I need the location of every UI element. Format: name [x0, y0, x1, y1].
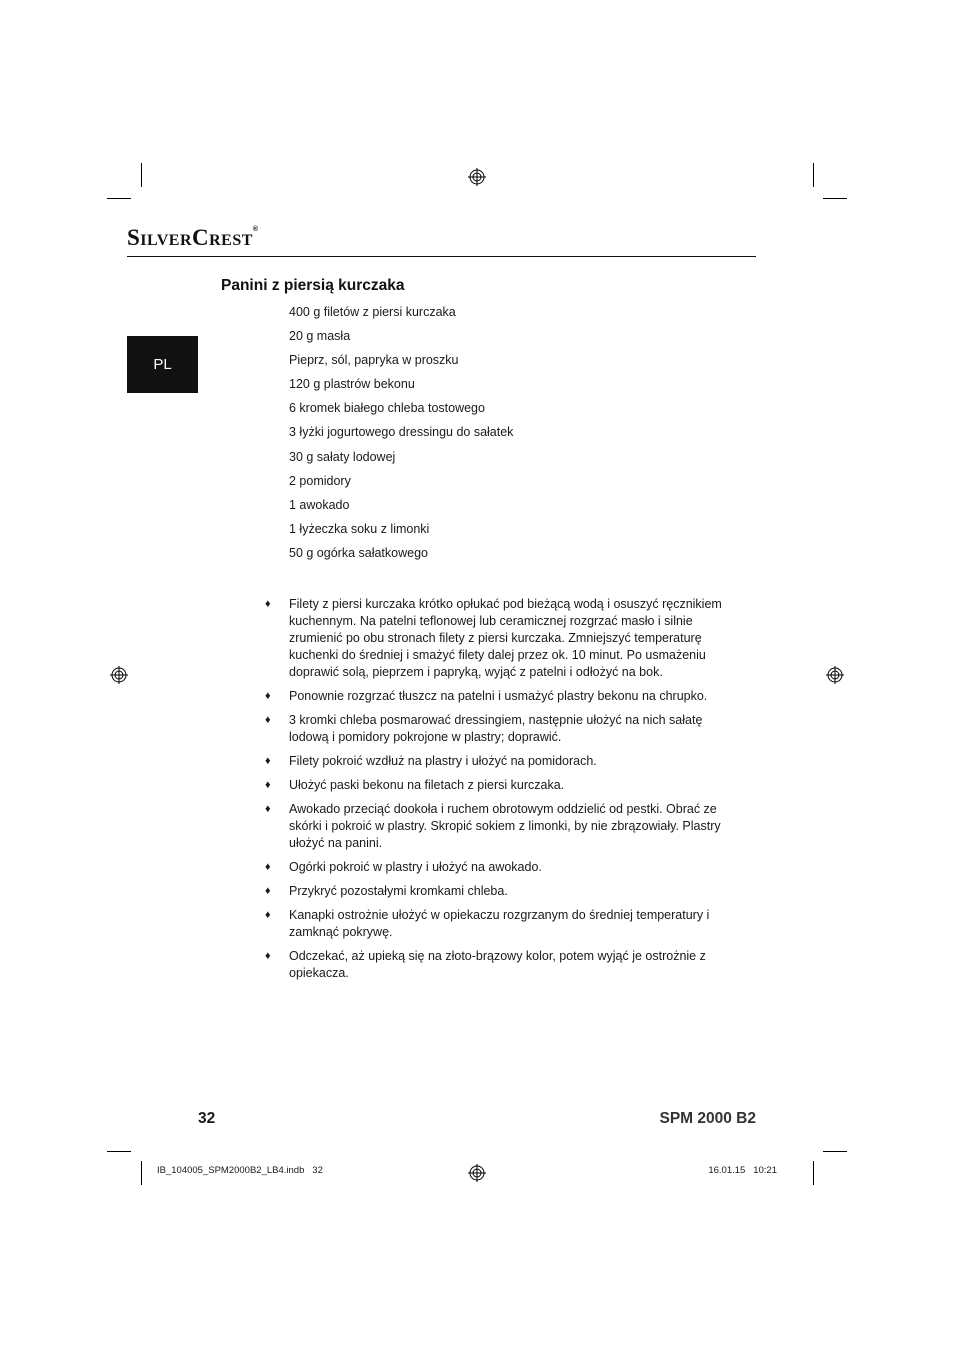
instruction-step	[265, 948, 745, 982]
instruction-text: 3 kromki chleba posmarować dressingiem, następnie ułożyć na nich sałatę lodową i pomidory pokrojone w plastry; doprawić.	[289, 713, 703, 744]
instruction-step	[265, 907, 745, 941]
diamond-bullet-icon: ♦	[265, 803, 271, 815]
registration-mark-icon	[826, 666, 844, 684]
registration-mark-icon	[468, 168, 486, 186]
crop-mark	[107, 1151, 131, 1152]
ingredient-item: 120 g plastrów bekonu	[289, 377, 415, 392]
instruction-step	[265, 777, 745, 794]
ingredient-item: 400 g filetów z piersi kurczaka	[289, 305, 456, 319]
instruction-list	[265, 596, 745, 989]
recipe-title: Panini z piersią kurczaka	[221, 277, 405, 294]
ingredient-item: 6 kromek białego chleba tostowego	[289, 401, 485, 416]
registration-mark-icon	[468, 1164, 486, 1182]
diamond-bullet-icon: ♦	[265, 714, 271, 726]
ingredient-item: 3 łyżki jogurtowego dressingu do sałatek	[289, 425, 514, 440]
diamond-bullet-icon: ♦	[265, 950, 271, 962]
registration-mark-icon	[110, 666, 128, 684]
print-slug-date: 16.01.15 10:21	[708, 1165, 777, 1176]
diamond-bullet-icon: ♦	[265, 598, 271, 610]
brand-logo	[127, 226, 259, 249]
instruction-step	[265, 801, 745, 852]
instruction-text: Kanapki ostrożnie ułożyć w opiekaczu rozgrzanym do średniej temperatury i zamknąć pokrywę.	[289, 908, 710, 939]
crop-mark	[141, 163, 142, 187]
header-rule	[127, 256, 756, 257]
diamond-bullet-icon: ♦	[265, 690, 271, 702]
model-name: SPM 2000 B2	[659, 1110, 756, 1127]
brand-logo-text: SilverCrest	[127, 225, 253, 250]
instruction-step	[265, 753, 745, 770]
instruction-step	[265, 883, 745, 900]
ingredient-list	[289, 303, 513, 568]
diamond-bullet-icon: ♦	[265, 755, 271, 767]
instruction-step	[265, 712, 745, 746]
ingredient-item: 50 g ogórka sałatkowego	[289, 545, 428, 560]
instruction-step	[265, 859, 745, 876]
crop-mark	[823, 198, 847, 199]
crop-mark	[813, 1161, 814, 1185]
instruction-text: Ogórki pokroić w plastry i ułożyć na awokado.	[289, 860, 542, 874]
ingredient-item: 20 g masła	[289, 329, 351, 344]
instruction-step	[265, 688, 745, 705]
diamond-bullet-icon: ♦	[265, 885, 271, 897]
instruction-text: Przykryć pozostałymi kromkami chleba.	[289, 884, 508, 898]
ingredient-item: 1 łyżeczka soku z limonki	[289, 521, 430, 536]
instruction-step	[265, 596, 745, 681]
crop-mark	[813, 163, 814, 187]
language-tab	[127, 336, 198, 393]
ingredient-item: 2 pomidory	[289, 473, 351, 488]
page-number: 32	[198, 1110, 216, 1127]
ingredient-item: 30 g sałaty lodowej	[289, 449, 396, 464]
instruction-text: Filety z piersi kurczaka krótko opłukać pod bieżącą wodą i osuszyć ręcznikiem kuchennym. Na patelni teflonowej lub ceramicznej rozgrzać masło i silnie zrumienić po obu stronach filety z piersi kurczaka. Zmniejszyć temperaturę kuchenki do średniej i smażyć filety dalej przez ok. 10 minut. Po usmażeniu doprawić solą, pieprzem i papryką, wyjąć z patelni i odłożyć na bok.	[289, 597, 722, 679]
instruction-text: Ponownie rozgrzać tłuszcz na patelni i usmażyć plastry bekonu na chrupko.	[289, 689, 708, 703]
diamond-bullet-icon: ♦	[265, 909, 271, 921]
instruction-text: Awokado przeciąć dookoła i ruchem obrotowym oddzielić od pestki. Obrać ze skórki i pokroić w plastry. Skropić sokiem z limonki, by nie zbrązowiały. Plastry ułożyć na panini.	[289, 802, 721, 850]
ingredient-item: 1 awokado	[289, 497, 350, 512]
instruction-text: Ułożyć paski bekonu na filetach z piersi kurczaka.	[289, 778, 565, 792]
print-slug-file: IB_104005_SPM2000B2_LB4.indb 32	[157, 1165, 323, 1176]
crop-mark	[823, 1151, 847, 1152]
language-tab-label: PL	[153, 356, 172, 373]
ingredient-item: Pieprz, sól, papryka w proszku	[289, 353, 459, 368]
instruction-text: Odczekać, aż upieką się na złoto-brązowy kolor, potem wyjąć je ostrożnie z opiekacza.	[289, 949, 706, 980]
diamond-bullet-icon: ♦	[265, 779, 271, 791]
instruction-text: Filety pokroić wzdłuż na plastry i ułożyć na pomidorach.	[289, 754, 597, 768]
diamond-bullet-icon: ♦	[265, 861, 271, 873]
crop-mark	[141, 1161, 142, 1185]
registered-mark: ®	[252, 226, 259, 233]
crop-mark	[107, 198, 131, 199]
